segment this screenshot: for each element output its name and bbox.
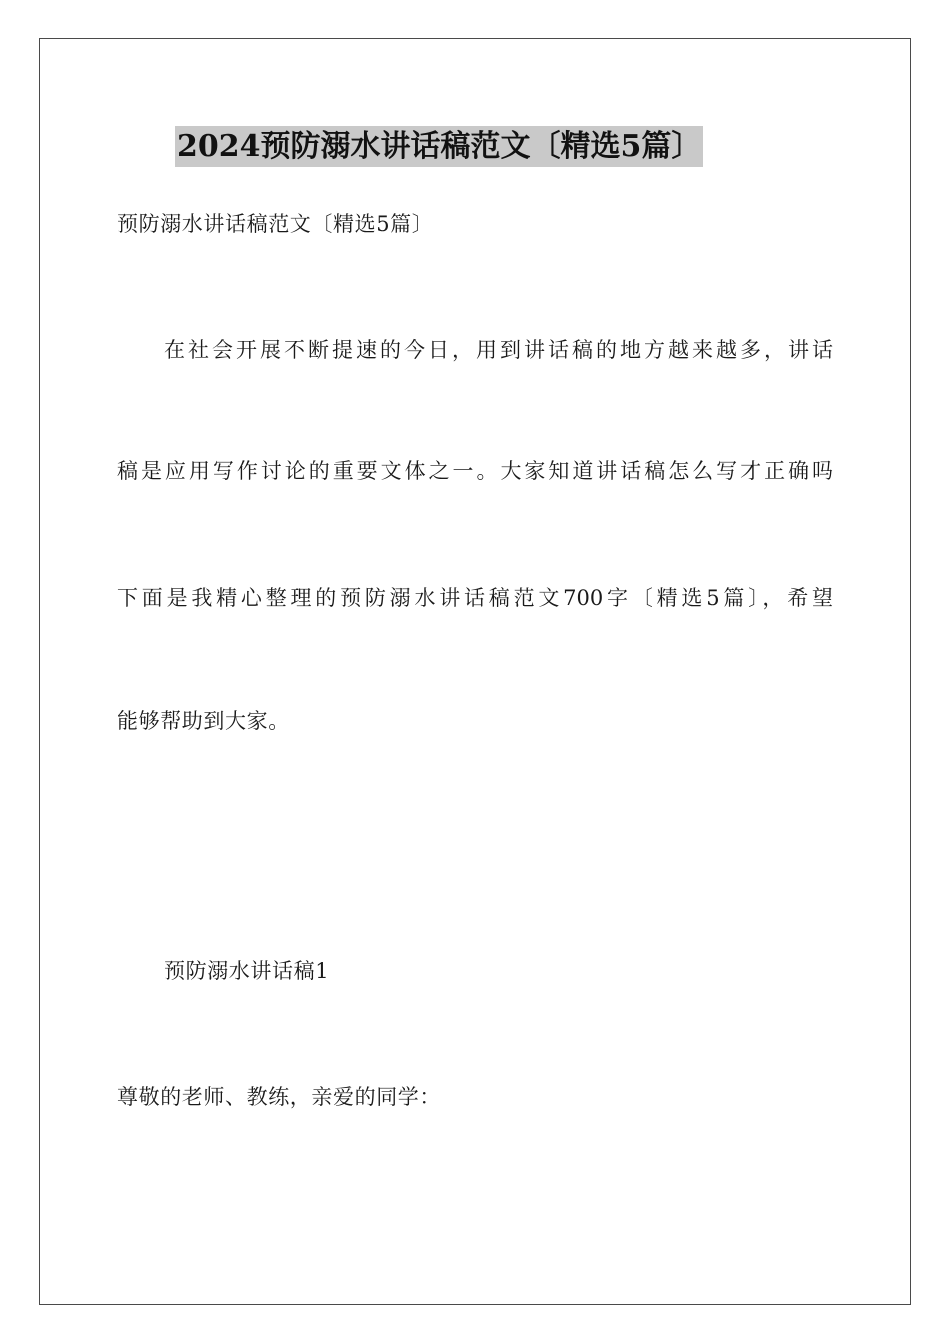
intro-line-1: 在社会开展不断提速的今日，用到讲话稿的地方越来越多，讲话 bbox=[164, 338, 833, 362]
salutation: 尊敬的老师、教练，亲爱的同学： bbox=[117, 1085, 441, 1109]
intro-line-4: 能够帮助到大家。 bbox=[117, 709, 290, 733]
document-subtitle: 预防溺水讲话稿范文〔精选5篇〕 bbox=[117, 212, 434, 236]
intro-line-2: 稿是应用写作讨论的重要文体之一。大家知道讲话稿怎么写才正确吗 bbox=[117, 459, 833, 483]
intro-line-3: 下面是我精心整理的预防溺水讲话稿范文700字〔精选5篇〕，希望 bbox=[117, 586, 833, 610]
document-title: 2024预防溺水讲话稿范文〔精选5篇〕 bbox=[175, 126, 703, 167]
section-heading: 预防溺水讲话稿1 bbox=[164, 959, 330, 983]
